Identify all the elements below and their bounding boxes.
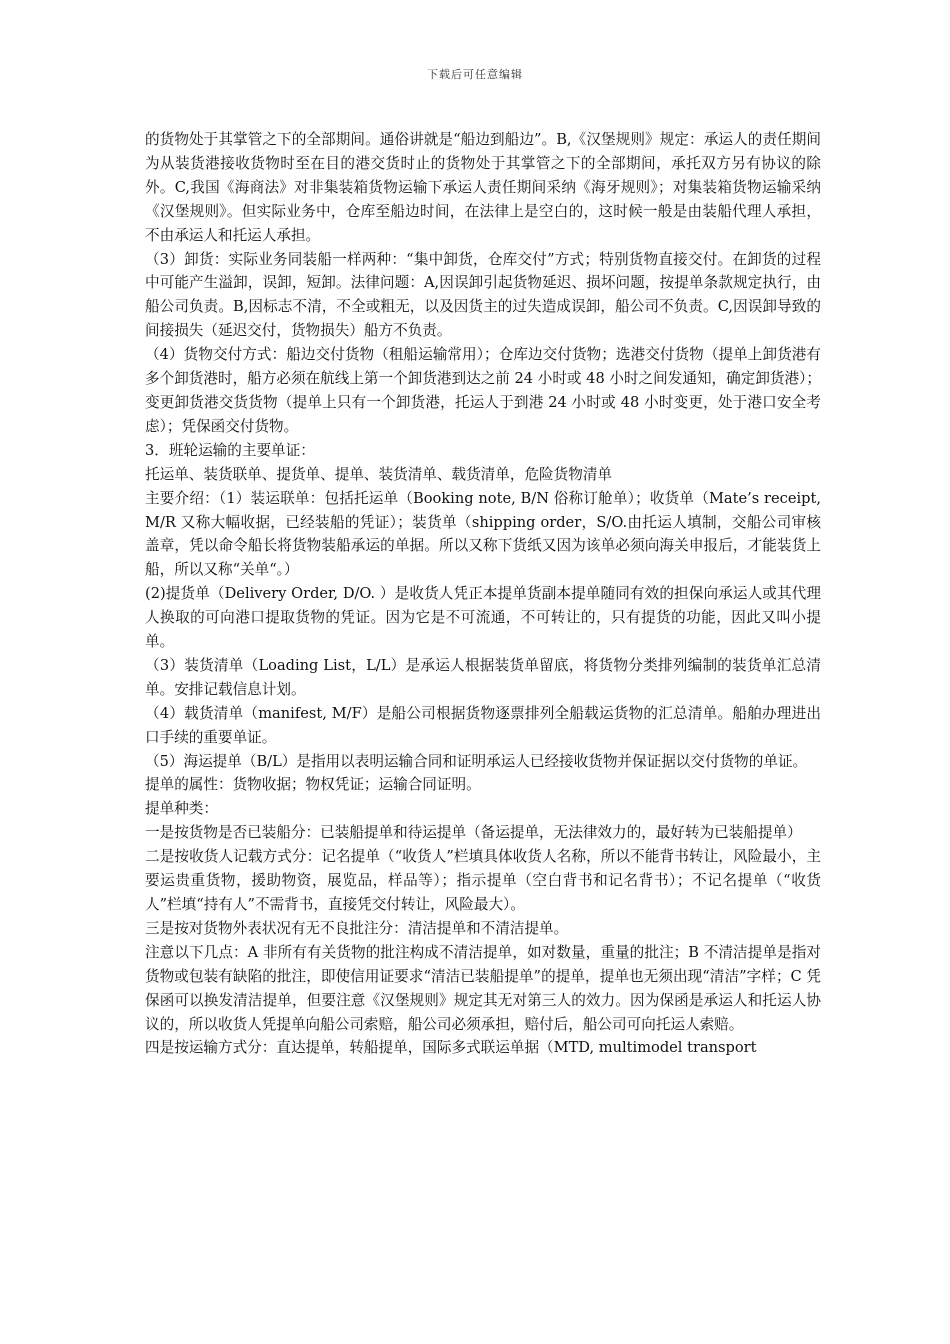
paragraph: 注意以下几点：A 非所有有关货物的批注构成不清洁提单，如对数量，重量的批注；B 不清洁提单是指对货物或包装有缺陷的批注，即使信用证要求“清洁已装船提单”的提单，提单也无须出现“清洁”字样；C 凭保函可以换发清洁提单，但要注意《汉堡规则》规定其无对第三人的效力。因为保函是承运人和托运人协议的，所以收货人凭提单向船公司索赔，船公司必须承担，赔付后，船公司可向托运人索赔。	[145, 943, 821, 1033]
paragraph: 三是按对货物外表状况有无不良批注分：清洁提单和不清洁提单。	[145, 919, 569, 937]
paragraph: 主要介绍：（1）装运联单：包括托运单（Booking note, B/N 俗称订舱单）；收货单（Mate’s receipt, M/R 又称大幅收据，已经装船的凭证）；装货单（shipping order，S/O.由托运人填制，交船公司审核盖章，凭以命令船长将货物装船承运的单据。所以又称下货纸又因为该单必须向海关申报后，才能装货上船，所以又称“关单“。）	[145, 489, 821, 579]
paragraph: 四是按运输方式分：直达提单，转船提单，国际多式联运单据（MTD, multimodel transport	[145, 1039, 757, 1057]
paragraph: （4）货物交付方式：船边交付货物（租船运输常用）；仓库边交付货物；选港交付货物（提单上卸货港有多个卸货港时，船方必须在航线上第一个卸货港到达之前 24 小时或 48 小时之间发通知，确定卸货港）；变更卸货港交货货物（提单上只有一个卸货港，托运人于到港 24 小时或 48 小时变更，处于港口安全考虑）；凭保函交付货物。	[145, 346, 821, 435]
paragraph: 提单的属性：货物收据；物权凭证；运输合同证明。	[145, 776, 481, 794]
paragraph: 提单种类：	[145, 800, 218, 818]
paragraph: 二是按收货人记载方式分：记名提单（“收货人”栏填具体收货人名称，所以不能背书转让，风险最小，主要运贵重货物，援助物资，展览品，样品等）；指示提单（空白背书和记名背书）；不记名提单（“收货人”栏填“持有人”不需背书，直接凭交付转让，风险最大）。	[145, 848, 821, 913]
paragraph: 一是按货物是否已装船分：已装船提单和待运提单（备运提单，无法律效力的，最好转为已装船提单）	[145, 824, 802, 842]
paragraph: 托运单、装货联单、提货单、提单、装货清单、载货清单，危险货物清单	[145, 465, 613, 483]
paragraph: （3）装货清单（Loading List，L/L）是承运人根据装货单留底，将货物分类排列编制的装货单汇总清单。安排记载信息计划。	[145, 656, 821, 698]
paragraph: （4）载货清单（manifest, M/F）是船公司根据货物逐票排列全船载运货物的汇总清单。船舶办理进出口手续的重要单证。	[145, 704, 821, 746]
document-body	[145, 128, 821, 1060]
paragraph: （3）卸货：实际业务同装船一样两种：“集中卸货，仓库交付”方式；特别货物直接交付。在卸货的过程中可能产生溢卸，误卸，短卸。法律问题：A,因误卸引起货物延迟、损坏问题，按提单条款规定执行，由船公司负责。B,因标志不清，不全或粗无，以及因货主的过失造成误卸，船公司不负责。C,因误卸导致的间接损失（延迟交付，货物损失）船方不负责。	[145, 250, 821, 340]
paragraph: 的货物处于其掌管之下的全部期间。通俗讲就是“船边到船边”。B,《汉堡规则》规定：承运人的责任期间为从装货港接收货物时至在目的港交货时止的货物处于其掌管之下的全部期间，承托双方另有协议的除外。C,我国《海商法》对非集装箱货物运输下承运人责任期间采纳《海牙规则》；对集装箱货物运输采纳《汉堡规则》。但实际业务中，仓库至船边时间，在法律上是空白的，这时候一般是由装船代理人承担，不由承运人和托运人承担。	[145, 131, 821, 244]
section-heading: 3．班轮运输的主要单证：	[145, 441, 315, 459]
page-header: 下载后可任意编辑	[427, 68, 523, 81]
paragraph: （5）海运提单（B/L）是指用以表明运输合同和证明承运人已经接收货物并保证据以交付货物的单证。	[145, 752, 808, 770]
paragraph: (2)提货单（Delivery Order, D/O. ）是收货人凭正本提单货副本提单随同有效的担保向承运人或其代理人换取的可向港口提取货物的凭证。因为它是不可流通，不可转让的，只有提货的功能，因此又叫小提单。	[145, 585, 821, 651]
